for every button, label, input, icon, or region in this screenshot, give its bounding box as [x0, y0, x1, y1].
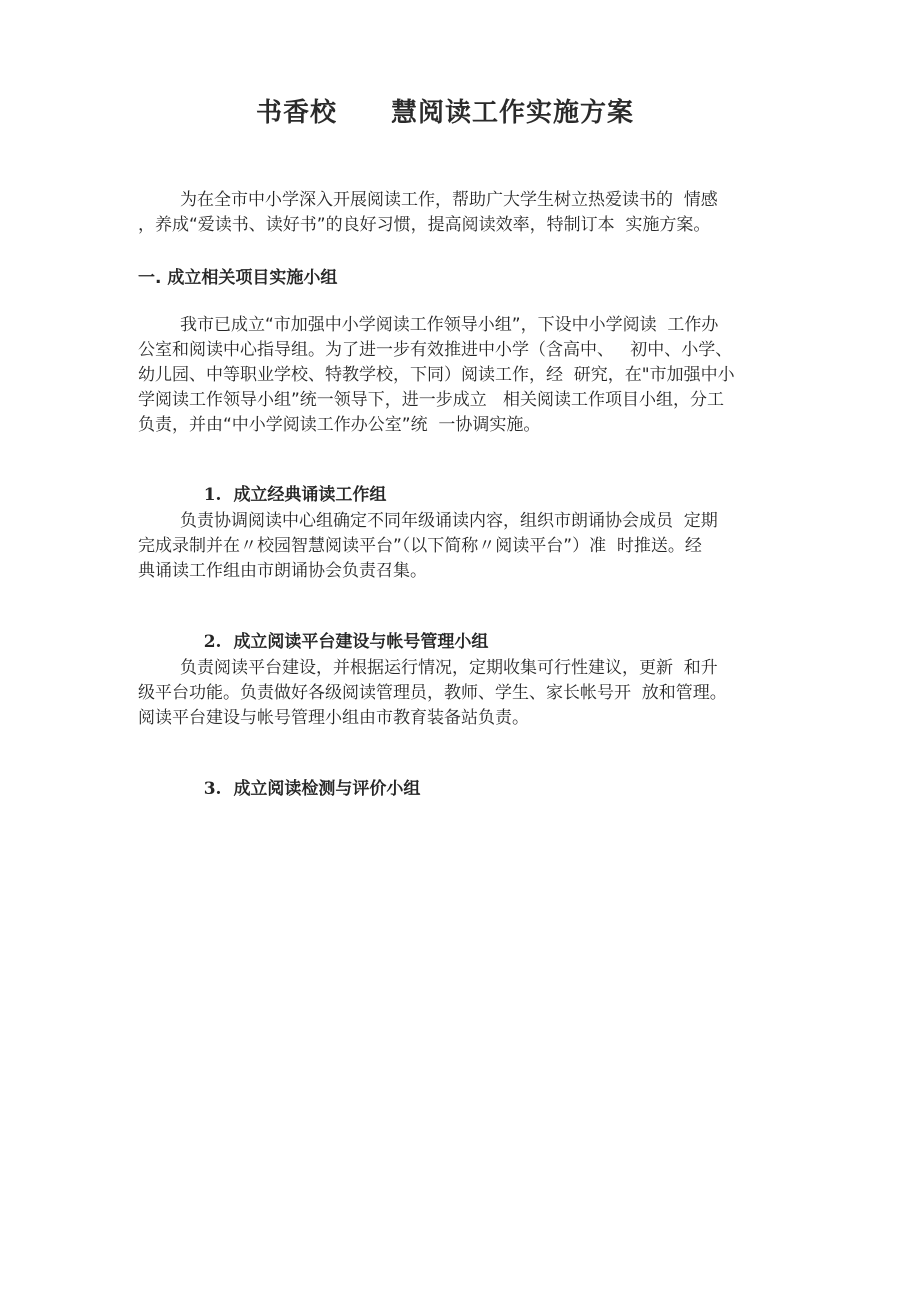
paragraph-line: 学阅读工作领导小组”统一领导下，进一步成立 相关阅读工作项目小组，分工 [138, 390, 725, 410]
subsection-number: 1. [203, 485, 222, 505]
paragraph-line: 我市已成立“市加强中小学阅读工作领导小组”，下设中小学阅读 工作办 [180, 315, 719, 335]
paragraph-line: 负责阅读平台建设，并根据运行情况，定期收集可行性建议，更新 和升 [180, 658, 718, 678]
intro-paragraph [138, 188, 788, 238]
subsection-paragraph [138, 509, 788, 584]
subsection-paragraph [138, 656, 788, 731]
section-paragraph [138, 313, 788, 438]
paragraph-line: 级平台功能。负责做好各级阅读管理员，教师、学生、家长帐号开 放和管理。 [138, 683, 727, 703]
paragraph-line: ，养成“爱读书、读好书”的良好习惯，提高阅读效率，特制订本 实施方案。 [138, 215, 711, 235]
paragraph-line: 阅读平台建设与帐号管理小组由市教育装备站负责。 [138, 708, 529, 728]
section-heading: 一. 成立相关项目实施小组 [138, 268, 338, 288]
subsection-title: 成立经典诵读工作组 [233, 485, 387, 505]
paragraph-line: 负责协调阅读中心组确定不同年级诵读内容，组织市朗诵协会成员 定期 [180, 511, 718, 531]
subsection-title: 成立阅读平台建设与帐号管理小组 [233, 632, 489, 652]
subsection-heading [180, 754, 420, 819]
paragraph-line: 完成录制并在〃校园智慧阅读平台”（以下简称〃阅读平台”）准 时推送。经 [138, 536, 702, 556]
paragraph-line: 公室和阅读中心指导组。为了进一步有效推进中小学（含高中、 初中、小学、 [138, 340, 733, 360]
subsection-number: 3. [203, 779, 222, 799]
subsection-title: 成立阅读检测与评价小组 [233, 779, 421, 799]
paragraph-line: 典诵读工作组由市朗诵协会负责召集。 [138, 561, 427, 581]
document-title: 书香校 慧阅读工作实施方案 [255, 98, 634, 128]
subsection-number: 2. [203, 632, 222, 652]
paragraph-line: 负责，并由“中小学阅读工作办公室”统 一协调实施。 [138, 415, 541, 435]
paragraph-line: 为在全市中小学深入开展阅读工作，帮助广大学生树立热爱读书的 情感 [180, 190, 718, 210]
paragraph-line: 幼儿园、中等职业学校、特教学校，下同）阅读工作，经 研究，在"市加强中小 [138, 365, 735, 385]
